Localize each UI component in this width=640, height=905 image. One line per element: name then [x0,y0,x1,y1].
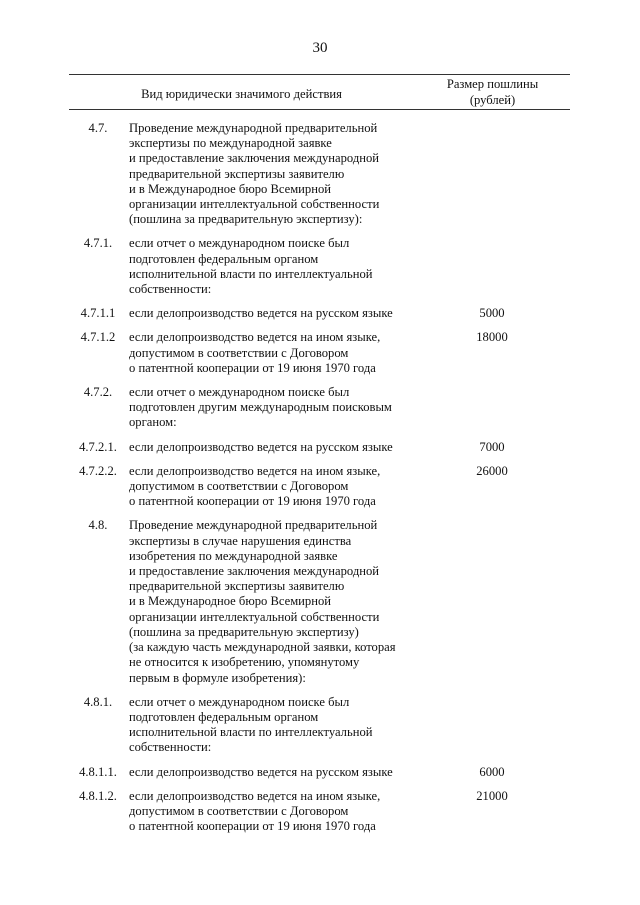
page-number: 30 [312,40,328,56]
row-description: если делопроизводство ведется на русском языке [129,764,393,779]
column-header-action: Вид юридически значимого действия [141,87,342,101]
table-top-rule [69,74,570,75]
row-description: Проведение международной предварительной экспертизы по международной заявке и предоставление заключения международной предварительной экспертизы заявителю и в Международное бюро Всемирной организации интеллектуальной собственности (пошлина за предварительную экспертизу): [129,121,380,227]
table-row [69,440,570,455]
table-row [69,789,570,835]
row-fee-amount: 6000 [479,764,505,779]
row-fee-amount [414,385,570,431]
row-fee-amount: 5000 [479,306,505,321]
table-row [69,330,570,376]
row-description: если отчет о международном поиске был подготовлен федеральным органом исполнительной власти по интеллектуальной собственности: [129,694,373,755]
table-row [69,464,570,510]
row-number: 4.7.2. [83,385,113,400]
fee-table-body [69,121,570,843]
table-row [69,306,570,321]
row-fee-amount: 18000 [476,330,508,345]
row-description: Проведение международной предварительной экспертизы в случае нарушения единства изобретения по международной заявке и предоставление заключения международной предварительной экспертизы заявителю и в Международное бюро Всемирной организации интеллектуальной собственности (пошлина за предварительную экспертизу) (за каждую часть международной заявки, которая не относится к изобретению, упомянутому первым в формуле изобретения): [129,518,396,685]
row-fee-amount [414,518,570,685]
table-row [69,236,570,297]
row-number: 4.7.2.1. [79,439,117,454]
table-header-rule [69,109,570,110]
row-number: 4.7. [88,121,108,135]
row-fee-amount: 7000 [479,439,505,454]
row-number: 4.8.1.1. [79,764,117,779]
row-fee-amount: 21000 [476,788,508,803]
table-row [69,695,570,756]
row-number: 4.8. [88,518,108,533]
row-fee-amount [414,695,570,756]
row-number: 4.7.1.2 [80,330,116,345]
row-description: если делопроизводство ведется на ином языке, допустимом в соответствии с Договором о патентной кооперации от 19 июня 1970 года [129,463,381,509]
row-number: 4.8.1. [83,694,113,709]
row-fee-amount [414,236,570,297]
row-description: если делопроизводство ведется на русском языке [129,306,393,321]
row-description: если отчет о международном поиске был подготовлен федеральным органом исполнительной власти по интеллектуальной собственности: [129,236,373,297]
row-fee-amount [414,121,570,227]
row-number: 4.7.2.2. [79,463,117,478]
row-description: если делопроизводство ведется на русском языке [129,439,393,454]
row-description: если отчет о международном поиске был подготовлен другим международным поисковым органом: [129,385,392,430]
column-header-fee: Размер пошлины (рублей) [446,77,539,107]
row-fee-amount: 26000 [476,463,508,478]
row-number: 4.8.1.2. [79,788,117,803]
table-row [69,518,570,685]
table-row [69,765,570,780]
row-description: если делопроизводство ведется на ином языке, допустимом в соответствии с Договором о патентной кооперации от 19 июня 1970 года [129,330,381,375]
row-number: 4.7.1.1 [80,306,116,321]
table-row [69,121,570,227]
table-row [69,385,570,431]
row-description: если делопроизводство ведется на ином языке, допустимом в соответствии с Договором о патентной кооперации от 19 июня 1970 года [129,788,381,834]
row-number: 4.7.1. [83,236,113,251]
